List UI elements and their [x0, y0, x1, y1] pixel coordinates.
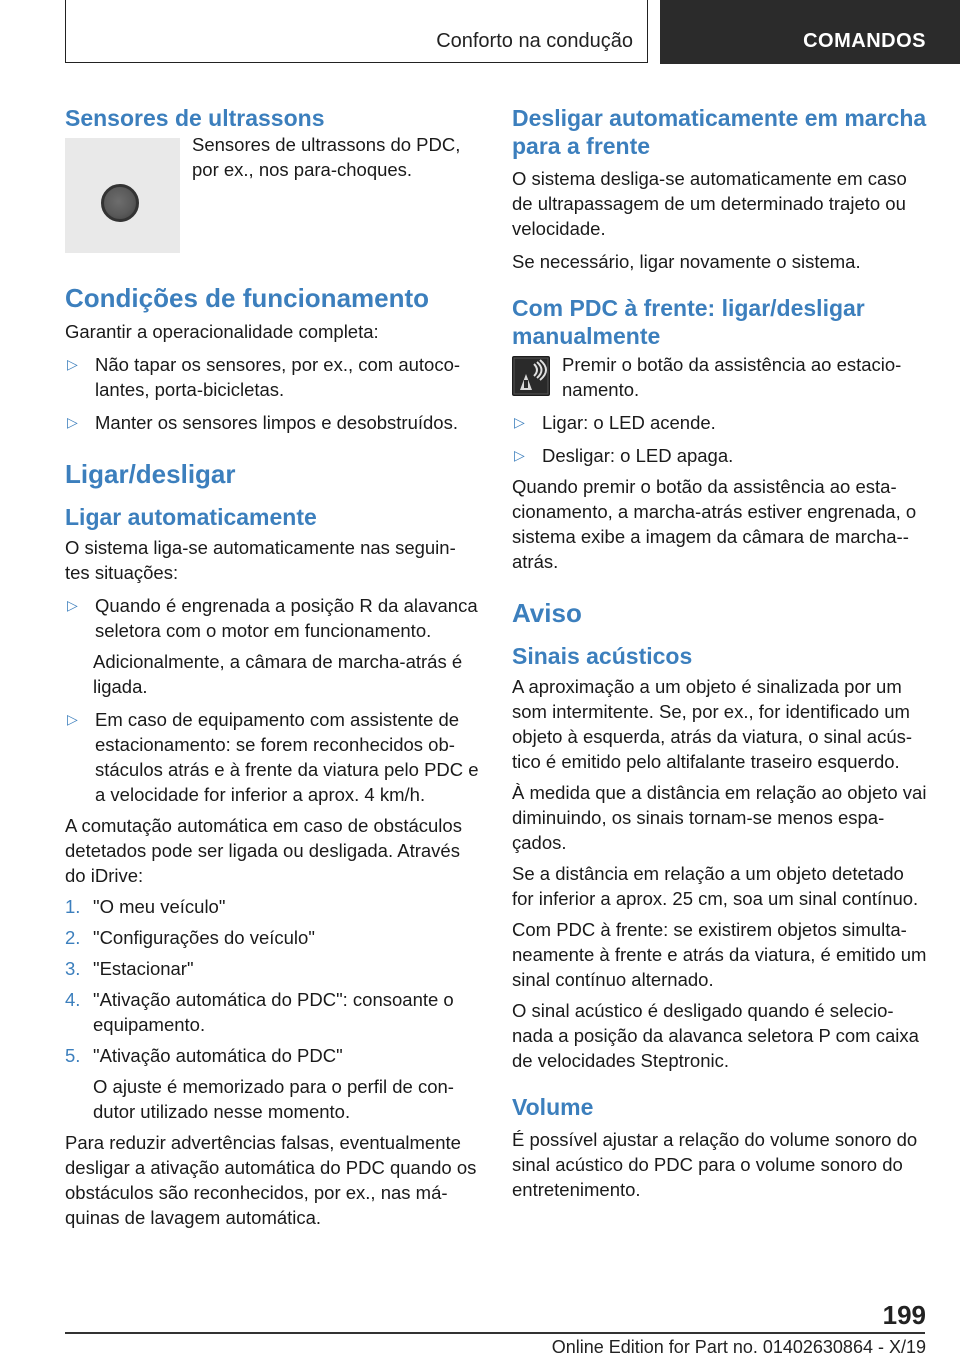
- right-column: [512, 104, 927, 1202]
- auto-off-p2: Se necessário, ligar novamente o sistema.: [512, 251, 861, 272]
- volume-paragraph: É possível ajustar a relação do volume sonoro do sinal acústico do PDC para o volume sonoro do entretenimento.: [512, 1129, 918, 1200]
- footer-edition: Online Edition for Part no. 01402630864 - X/19: [551, 1337, 926, 1357]
- sensor-figure: [65, 134, 480, 253]
- triangle-right-icon: ▷: [67, 711, 78, 727]
- triangle-right-icon: ▷: [514, 447, 525, 463]
- auto-switch-text: A comutação automática em caso de obstáculos detetados pode ser ligada ou desligada. Através do iDrive:: [65, 815, 462, 886]
- false-warnings-text: Para reduzir advertências falsas, eventualmente desligar a ativação automática do PDC quando os obstáculos são reconhecidos, por ex., nas má-quinas de lavagem automática.: [65, 1132, 477, 1228]
- page-number: 199: [882, 1300, 926, 1330]
- heading-auto-on: Ligar automaticamente: [65, 504, 317, 530]
- footer-divider: [65, 1332, 925, 1334]
- manual-paragraph: Quando premir o botão da assistência ao esta-cionamento, a marcha-atrás estiver engrenada, o sistema exibe a imagem da câmara de marcha--atrás.: [512, 476, 917, 572]
- heading-volume: Volume: [512, 1094, 594, 1120]
- list-item: 3. "Estacionar": [65, 958, 194, 979]
- heading-sensors: Sensores de ultrassons: [65, 105, 325, 131]
- list-item: ▷ Manter os sensores limpos e desobstruídos.: [67, 412, 458, 433]
- acoustic-p5: O sinal acústico é desligado quando é selecio-nada a posição da alavanca seletora P com caixa de velocidades Steptronic.: [512, 1000, 919, 1071]
- list-item: 5. "Ativação automática do PDC": [65, 1045, 343, 1066]
- acoustic-p4: Com PDC à frente: se existirem objetos simulta-neamente à frente e atrás da viatura, é emitido um sinal contínuo alternado.: [512, 919, 927, 990]
- step5-extra: O ajuste é memorizado para o perfil de con-dutor utilizado nesse momento.: [93, 1076, 454, 1122]
- header-section-title: Conforto na condução: [436, 30, 633, 52]
- heading-warning: Aviso: [512, 598, 582, 628]
- manual-caption: Premir o botão da assistência ao estacio-namento.: [562, 354, 902, 400]
- acoustic-p1: A aproximação a um objeto é sinalizada por um som intermitente. Se, por ex., for identificado um objeto à esquerda, atrás da viatura, o sinal acús-tico é emitido pelo altifalante traseiro esquerdo.: [512, 676, 913, 772]
- left-column: [65, 104, 480, 1230]
- list-item: 4. "Ativação automática do PDC": consoante o equipamento.: [65, 989, 454, 1035]
- header-section-box: [65, 0, 648, 63]
- list-item: ▷ Quando é engrenada a posição R da alavanca seletora com o motor em funcionamento.: [67, 595, 478, 641]
- sensor-caption: Sensores de ultrassons do PDC, por ex., nos para-choques.: [192, 134, 461, 180]
- sensor-disc-icon: [101, 184, 139, 222]
- triangle-right-icon: ▷: [514, 414, 525, 430]
- auto-off-p1: O sistema desliga-se automaticamente em caso de ultrapassagem de um determinado trajeto ou velocidade.: [512, 168, 907, 239]
- list-item: ▷ Não tapar os sensores, por ex., com autoco-lantes, porta-bicicletas.: [67, 354, 461, 400]
- triangle-right-icon: ▷: [67, 597, 78, 613]
- acoustic-p3: Se a distância em relação a um objeto detetado for inferior a aprox. 25 cm, soa um sinal contínuo.: [512, 863, 919, 909]
- list-item: 2. "Configurações do veículo": [65, 927, 315, 948]
- triangle-right-icon: ▷: [67, 414, 78, 430]
- park-assist-button-icon: [512, 356, 550, 396]
- list-item: ▷ Desligar: o LED apaga.: [514, 445, 734, 466]
- heading-manual: Com PDC à frente: ligar/desligar manualmente: [512, 295, 865, 349]
- ultrasonic-sensor-image: [65, 138, 180, 253]
- auto-on-intro: O sistema liga-se automaticamente nas seguin-tes situações:: [65, 537, 456, 583]
- conditions-intro: Garantir a operacionalidade completa:: [65, 321, 379, 342]
- heading-onoff: Ligar/desligar: [65, 459, 236, 489]
- heading-acoustic: Sinais acústicos: [512, 643, 693, 669]
- header-chapter-box: [660, 0, 960, 64]
- heading-conditions: Condições de funcionamento: [65, 283, 430, 313]
- list-item: 1. "O meu veículo": [65, 896, 226, 917]
- list-item: ▷ Ligar: o LED acende.: [514, 412, 716, 433]
- park-button-figure: [512, 356, 927, 402]
- header-chapter-title: COMANDOS: [803, 30, 926, 52]
- triangle-right-icon: ▷: [67, 356, 78, 372]
- heading-auto-off: Desligar automaticamente em marcha para a frente: [512, 105, 927, 159]
- list-item: ▷ Em caso de equipamento com assistente de estacionamento: se forem reconhecidos ob-stáculos atrás e à frente da viatura pelo PDC e a velocidade for inferior a aprox. 4 km/h.: [67, 709, 479, 805]
- auto-bullet-extra: Adicionalmente, a câmara de marcha-atrás é ligada.: [93, 651, 463, 697]
- acoustic-p2: À medida que a distância em relação ao objeto vai diminuindo, os sinais tornam-se menos espa-çados.: [512, 782, 927, 853]
